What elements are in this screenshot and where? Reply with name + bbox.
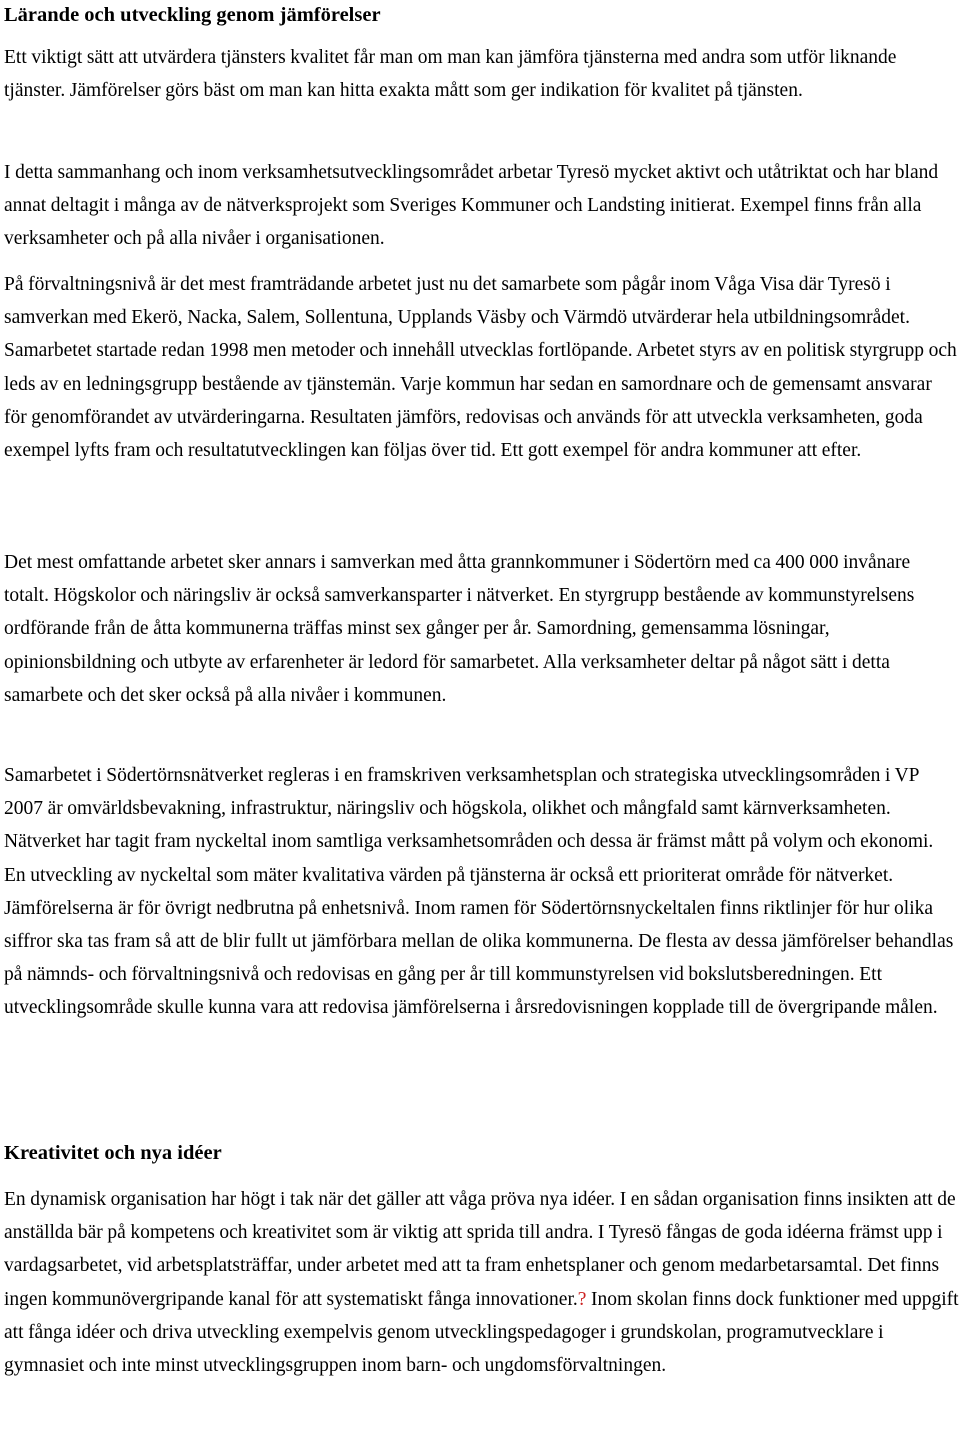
paragraph-network-projects: I detta sammanhang och inom verksamhetsutvecklingsområdet arbetar Tyresö mycket aktivt och utåtriktat och har bland annat deltagit i många av de nätverksprojekt som Sveriges Kommuner och Landsting initierat. Exempel finns från alla verksamheter och på alla nivåer i organisationen. bbox=[4, 162, 939, 250]
paragraph-sodertorn-cooperation: Det mest omfattande arbetet sker annars i samverkan med åtta grannkommuner i Södertörn med ca 400 000 invånare totalt. Högskolor och näringsliv är också samverkansparter i nätverket. En styrgrupp bestående av kommunstyrelsens ordförande från de åtta kommunerna träffas minst sex gånger per år. Samordning, gemensamma lösningar, opinionsbildning och utbyte av erfarenheter är ledord för samarbetet. Alla verksamheter deltar på något sätt i detta samarbete och det sker också på alla nivåer i kommunen. bbox=[4, 552, 915, 706]
paragraph-creativity-text-after: Inom skolan finns dock funktioner med uppgift att fånga idéer och driva utveckling exempelvis genom utvecklingspedagoger i grundskolan, programutvecklare i gymnasiet och inte minst utvecklingsgruppen inom barn- och ungdomsförvaltningen. bbox=[4, 1288, 959, 1377]
section-heading-creativity: Kreativitet och nya idéer bbox=[4, 1142, 222, 1164]
paragraph-comparison-intro: Ett viktigt sätt att utvärdera tjänsters kvalitet får man om man kan jämföra tjänsterna med andra som utför liknande tjänster. Jämförelser görs bäst om man kan hitta exakta mått som ger indikation för kvalitet på tjänsten. bbox=[4, 47, 897, 102]
paragraph-creativity bbox=[4, 1183, 959, 1382]
paragraph-sodertorn-network: Samarbetet i Södertörnsnätverket regleras i en framskriven verksamhetsplan och strategiska utvecklingsområden i VP 2007 är omvärldsbevakning, infrastruktur, näringsliv och högskola, olikhet och mångfald samt kärnverksamheten. Nätverket har tagit fram nyckeltal inom samtliga verksamhetsområden och dessa är främst mått på volym och ekonomi. En utveckling av nyckeltal som mäter kvalitativa värden på tjänsterna är också ett prioriterat område för nätverket. Jämförelserna är för övrigt nedbrutna på enhetsnivå. Inom ramen för Södertörnsnyckeltalen finns riktlinjer för hur olika siffror ska tas fram så att de blir fullt ut jämförbara mellan de olika kommunerna. De flesta av dessa jämförelser behandlas på nämnds- och förvaltningsnivå och redovisas en gång per år till kommunstyrelsen vid bokslutsberedningen. Ett utvecklingsområde skulle kunna vara att redovisa jämförelserna i årsredovisningen kopplade till de övergripande målen. bbox=[4, 765, 954, 1019]
section-heading-learning: Lärande och utveckling genom jämförelser bbox=[4, 4, 381, 26]
paragraph-creativity-text-before: En dynamisk organisation har högt i tak när det gäller att våga pröva nya idéer. I en sådan organisation finns insikten att de anställda bär på kompetens och kreativitet som är viktig att sprida till andra. I Tyresö fångas de goda idéerna främst upp i vardagsarbetet, vid arbetsplatsträffar, under arbetet med att ta fram enhetsplaner och genom medarbetarsamtal. Det finns ingen kommunövergripande kanal för att systematiskt fånga innovationer. bbox=[4, 1189, 956, 1310]
paragraph-vaga-visa: På förvaltningsnivå är det mest framträdande arbetet just nu det samarbete som pågår inom Våga Visa där Tyresö i samverkan med Ekerö, Nacka, Salem, Sollentuna, Upplands Väsby och Värmdö utvärderar hela utbildningsområdet. Samarbetet startade redan 1998 men metoder och innehåll utvecklas fortlöpande. Arbetet styrs av en politisk styrgrupp och leds av en ledningsgrupp bestående av tjänstemän. Varje kommun har sedan en samordnare och de gemensamt ansvarar för genomförandet av utvärderingarna. Resultaten jämförs, redovisas och används för att utveckla verksamheten, goda exempel lyfts fram och resultatutvecklingen kan följas över tid. Ett gott exempel för andra kommuner att efter. bbox=[4, 274, 957, 462]
question-mark-marker: ? bbox=[577, 1288, 587, 1310]
